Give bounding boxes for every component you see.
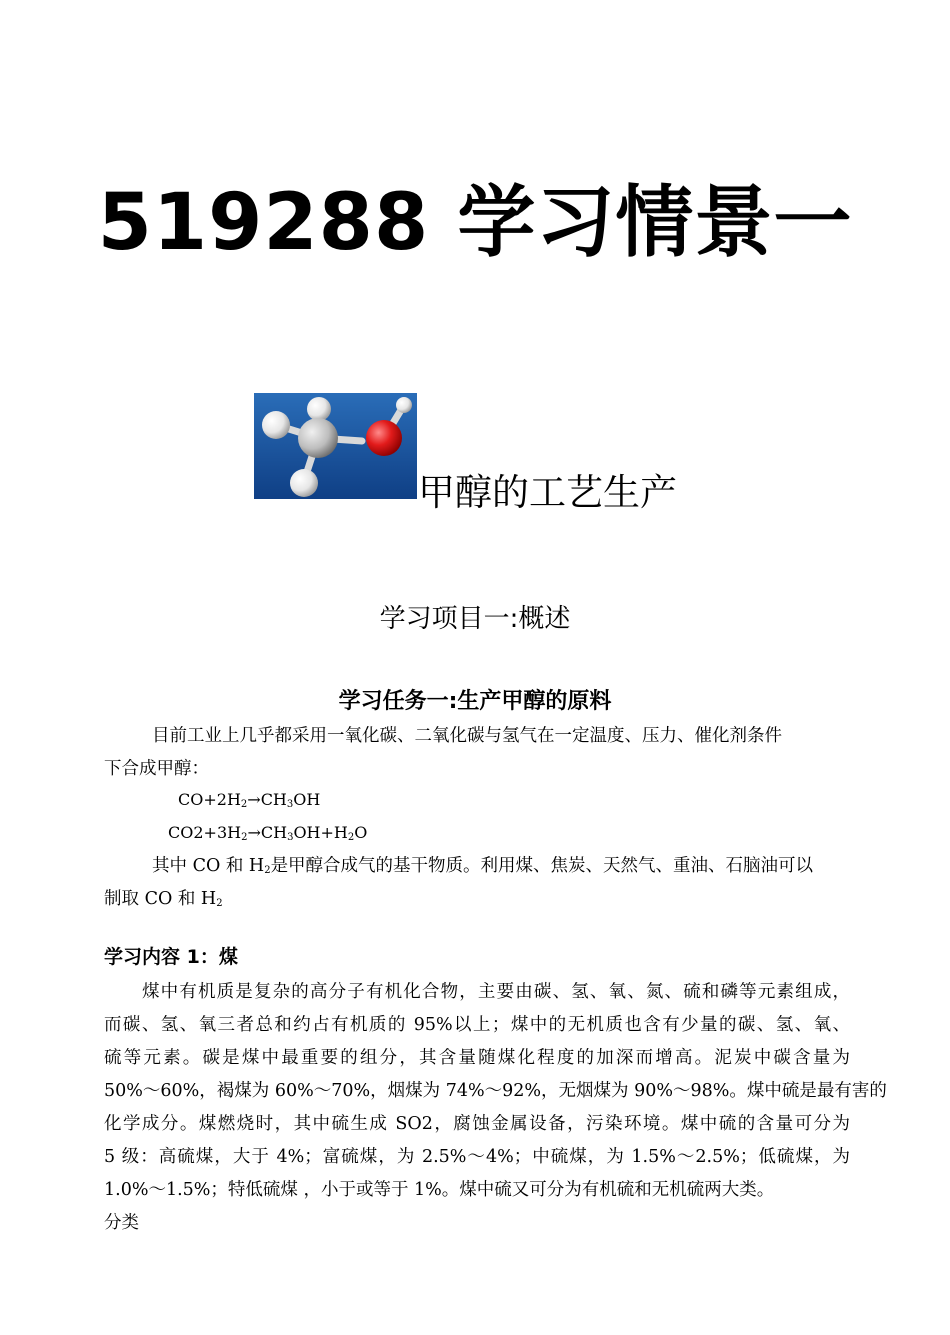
coal-line: 50%～60%，褐煤为 60%～70%，烟煤为 74%～92%，无烟煤为 90%～98%。煤中硫是最有害的 (104, 1081, 887, 1101)
project-title: 学习项目一:概述 (379, 604, 571, 634)
classification-label: 分类 (104, 1213, 139, 1233)
intro-line: 下合成甲醇： (104, 759, 209, 779)
syngas-line: 其中 CO 和 $H_2$是甲醇合成气的基干物质。利用煤、焦炭、天然气、重油、石脑油可以 (152, 856, 814, 876)
coal-line: 煤中有机质是复杂的高分子有机化合物，主要由碳、氢、氧、氮、硫和磷等元素组成， (142, 982, 850, 1002)
banner-subtitle: 甲醇的工艺生产 (418, 471, 677, 514)
coal-line: 1.0%～1.5%；特低硫煤 ，小于或等于 1%。煤中硫又可分为有机硫和无机硫两大类。 (104, 1180, 775, 1200)
intro-paragraph (104, 720, 850, 786)
intro-line: 目前工业上几乎都采用一氧化碳、二氧化碳与氢气在一定温度、压力、催化剂条件 (152, 726, 782, 746)
coal-line: 而碳、氢、氧三者总和约占有机质的 95%以上；煤中的无机质也含有少量的碳、氢、氧、 (104, 1015, 850, 1035)
page-title: 519288 学习情景一 (97, 178, 853, 268)
syngas-paragraph (104, 850, 850, 916)
coal-line: 硫等元素。碳是煤中最重要的组分，其含量随煤化程度的加深而增高。泥炭中碳含量为 (104, 1048, 850, 1068)
equation-2: $CO2+3H_2\to CH_3OH+H_2O$ (168, 823, 368, 843)
coal-line: 化学成分。煤燃烧时，其中硫生成 SO2，腐蚀金属设备，污染环境。煤中硫的含量可分为 (104, 1114, 850, 1134)
coal-paragraph (104, 976, 887, 1207)
syngas-line: 制取 CO 和 $H_2$ (104, 889, 223, 909)
section-heading-coal: 学习内容 1：煤 (104, 946, 238, 968)
equation-1: $CO+2H_2\to CH_3OH$ (178, 790, 321, 810)
task-title: 学习任务一:生产甲醇的原料 (338, 689, 612, 714)
methanol-molecule-image (254, 393, 417, 499)
coal-line: 5 级：高硫煤，大于 4%；富硫煤，为 2.5%～4%；中硫煤，为 1.5%～2.5%；低硫煤，为 (104, 1147, 850, 1167)
